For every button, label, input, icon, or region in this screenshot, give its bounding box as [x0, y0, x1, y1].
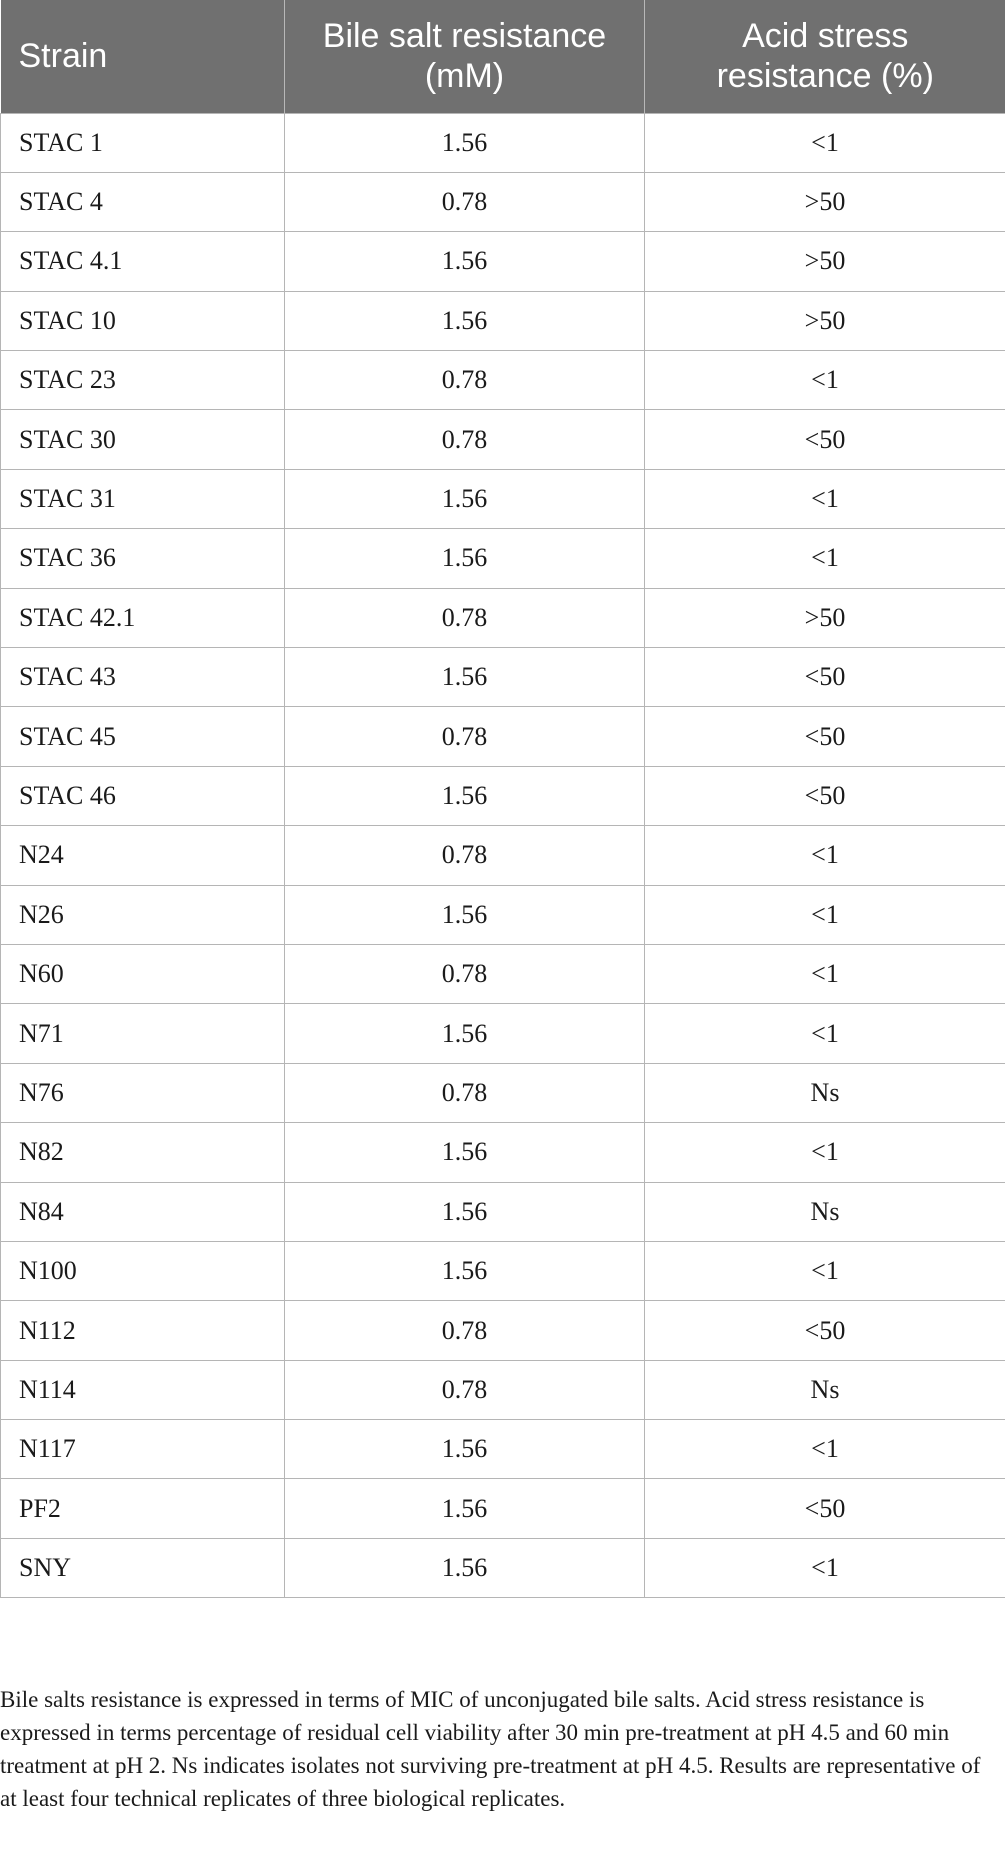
- cell-strain: STAC 4: [1, 172, 285, 231]
- cell-acid-stress-resistance: <1: [645, 529, 1005, 588]
- cell-bile-salt-resistance: 0.78: [285, 1301, 645, 1360]
- cell-acid-stress-resistance: <1: [645, 1420, 1005, 1479]
- table-row: [1, 1538, 1005, 1597]
- cell-bile-salt-resistance: 0.78: [285, 351, 645, 410]
- cell-acid-stress-resistance: Ns: [645, 1360, 1005, 1419]
- cell-acid-stress-resistance: <1: [645, 1241, 1005, 1300]
- cell-acid-stress-resistance: <1: [645, 1123, 1005, 1182]
- cell-acid-stress-resistance: <50: [645, 707, 1005, 766]
- cell-bile-salt-resistance: 1.56: [285, 232, 645, 291]
- cell-strain: STAC 46: [1, 766, 285, 825]
- cell-bile-salt-resistance: 1.56: [285, 885, 645, 944]
- table-row: [1, 469, 1005, 528]
- table-row: [1, 1301, 1005, 1360]
- cell-bile-salt-resistance: 1.56: [285, 1479, 645, 1538]
- cell-acid-stress-resistance: <50: [645, 648, 1005, 707]
- cell-bile-salt-resistance: 1.56: [285, 529, 645, 588]
- cell-acid-stress-resistance: <50: [645, 766, 1005, 825]
- table-row: [1, 707, 1005, 766]
- cell-acid-stress-resistance: <1: [645, 944, 1005, 1003]
- cell-bile-salt-resistance: 1.56: [285, 1241, 645, 1300]
- table-row: [1, 1241, 1005, 1300]
- cell-acid-stress-resistance: <1: [645, 469, 1005, 528]
- cell-strain: SNY: [1, 1538, 285, 1597]
- table-row: [1, 232, 1005, 291]
- header-acid-stress-resistance: Acid stress resistance (%): [645, 0, 1005, 113]
- cell-strain: N71: [1, 1004, 285, 1063]
- cell-bile-salt-resistance: 0.78: [285, 1360, 645, 1419]
- cell-bile-salt-resistance: 1.56: [285, 1004, 645, 1063]
- table-row: [1, 1004, 1005, 1063]
- cell-strain: N114: [1, 1360, 285, 1419]
- cell-strain: STAC 23: [1, 351, 285, 410]
- table-row: [1, 172, 1005, 231]
- cell-acid-stress-resistance: <50: [645, 1301, 1005, 1360]
- cell-strain: N76: [1, 1063, 285, 1122]
- cell-strain: N26: [1, 885, 285, 944]
- cell-bile-salt-resistance: 1.56: [285, 291, 645, 350]
- cell-strain: STAC 4.1: [1, 232, 285, 291]
- cell-acid-stress-resistance: <50: [645, 410, 1005, 469]
- cell-acid-stress-resistance: >50: [645, 232, 1005, 291]
- header-row: [1, 0, 1005, 113]
- cell-bile-salt-resistance: 1.56: [285, 1182, 645, 1241]
- cell-strain: STAC 31: [1, 469, 285, 528]
- table-row: [1, 648, 1005, 707]
- cell-acid-stress-resistance: <1: [645, 113, 1005, 172]
- cell-bile-salt-resistance: 0.78: [285, 588, 645, 647]
- table-row: [1, 826, 1005, 885]
- table-footnote: Bile salts resistance is expressed in terms of MIC of unconjugated bile salts. Acid stress resistance is expressed in terms percentage of residual cell viability after 30 min pre-treatment at pH 4.5 and 60 min treatment at pH 2. Ns indicates isolates not surviving pre-treatment at pH 4.5. Results are representative of at least four technical replicates of three biological replicates.: [0, 1687, 981, 1811]
- cell-bile-salt-resistance: 0.78: [285, 944, 645, 1003]
- table-row: [1, 351, 1005, 410]
- table-body: [1, 113, 1005, 1598]
- cell-strain: STAC 45: [1, 707, 285, 766]
- cell-bile-salt-resistance: 1.56: [285, 766, 645, 825]
- cell-strain: N112: [1, 1301, 285, 1360]
- table-row: [1, 529, 1005, 588]
- cell-acid-stress-resistance: Ns: [645, 1063, 1005, 1122]
- cell-acid-stress-resistance: <1: [645, 1538, 1005, 1597]
- table-row: [1, 944, 1005, 1003]
- header-bile-salt-resistance: Bile salt resistance (mM): [285, 0, 645, 113]
- cell-acid-stress-resistance: <1: [645, 885, 1005, 944]
- cell-bile-salt-resistance: 1.56: [285, 648, 645, 707]
- table-row: [1, 1123, 1005, 1182]
- cell-strain: N100: [1, 1241, 285, 1300]
- cell-strain: PF2: [1, 1479, 285, 1538]
- cell-bile-salt-resistance: 0.78: [285, 707, 645, 766]
- table-row: [1, 1182, 1005, 1241]
- cell-strain: N84: [1, 1182, 285, 1241]
- table-row: [1, 113, 1005, 172]
- cell-strain: STAC 43: [1, 648, 285, 707]
- cell-strain: STAC 1: [1, 113, 285, 172]
- table-row: [1, 1360, 1005, 1419]
- table-row: [1, 766, 1005, 825]
- cell-acid-stress-resistance: >50: [645, 588, 1005, 647]
- table-row: [1, 885, 1005, 944]
- table-row: [1, 588, 1005, 647]
- cell-strain: STAC 36: [1, 529, 285, 588]
- cell-bile-salt-resistance: 0.78: [285, 410, 645, 469]
- cell-bile-salt-resistance: 0.78: [285, 1063, 645, 1122]
- cell-strain: N82: [1, 1123, 285, 1182]
- cell-strain: N117: [1, 1420, 285, 1479]
- cell-acid-stress-resistance: Ns: [645, 1182, 1005, 1241]
- cell-strain: N24: [1, 826, 285, 885]
- cell-bile-salt-resistance: 1.56: [285, 469, 645, 528]
- table-row: [1, 1479, 1005, 1538]
- cell-bile-salt-resistance: 1.56: [285, 113, 645, 172]
- table-row: [1, 410, 1005, 469]
- cell-strain: STAC 42.1: [1, 588, 285, 647]
- table-row: [1, 1063, 1005, 1122]
- cell-acid-stress-resistance: >50: [645, 172, 1005, 231]
- cell-bile-salt-resistance: 0.78: [285, 172, 645, 231]
- cell-acid-stress-resistance: <1: [645, 826, 1005, 885]
- cell-bile-salt-resistance: 0.78: [285, 826, 645, 885]
- table-row: [1, 1420, 1005, 1479]
- cell-acid-stress-resistance: >50: [645, 291, 1005, 350]
- cell-strain: STAC 30: [1, 410, 285, 469]
- cell-strain: N60: [1, 944, 285, 1003]
- cell-bile-salt-resistance: 1.56: [285, 1420, 645, 1479]
- cell-acid-stress-resistance: <1: [645, 1004, 1005, 1063]
- cell-bile-salt-resistance: 1.56: [285, 1123, 645, 1182]
- cell-strain: STAC 10: [1, 291, 285, 350]
- table-header: [1, 0, 1005, 113]
- table-row: [1, 291, 1005, 350]
- cell-bile-salt-resistance: 1.56: [285, 1538, 645, 1597]
- cell-acid-stress-resistance: <1: [645, 351, 1005, 410]
- cell-acid-stress-resistance: <50: [645, 1479, 1005, 1538]
- header-strain: Strain: [1, 0, 285, 113]
